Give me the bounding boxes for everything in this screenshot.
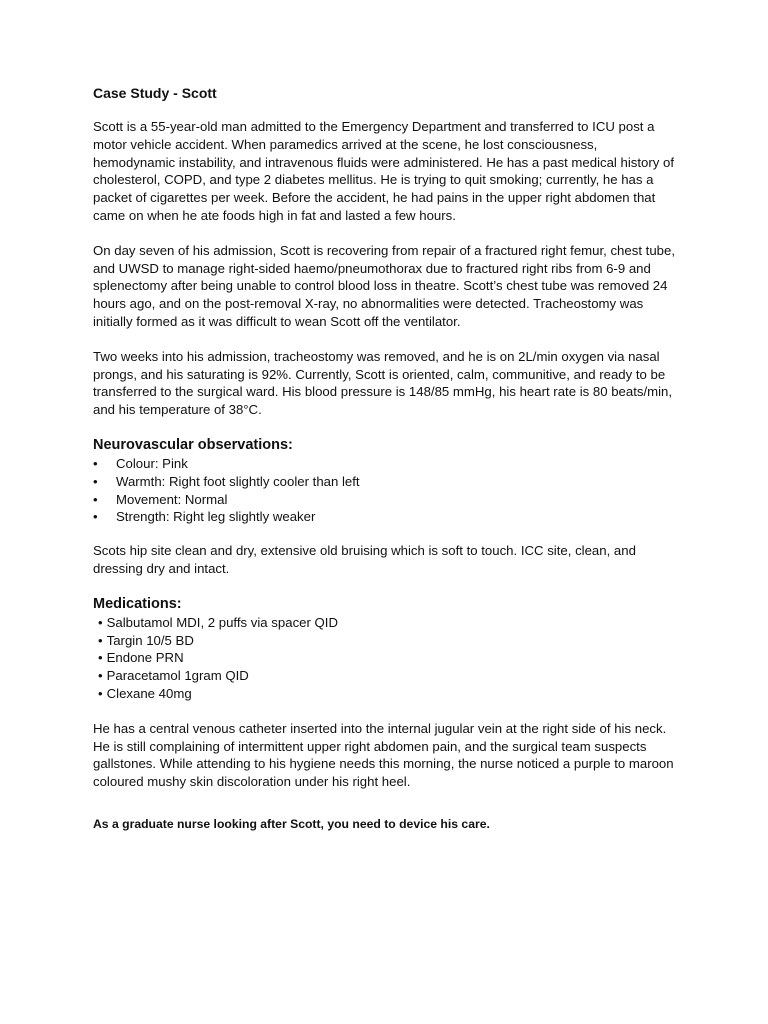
list-item-text: Targin 10/5 BD <box>106 632 194 648</box>
list-item <box>93 632 683 650</box>
list-item-text: Colour: Pink <box>116 455 188 471</box>
medications-list <box>93 614 683 703</box>
list-item <box>93 473 683 491</box>
hip-site-paragraph: Scots hip site clean and dry, extensive old bruising which is soft to touch. ICC site, clean, and dressing dry and intact. <box>93 543 636 576</box>
bullet-icon: • <box>98 614 103 630</box>
bullet-icon: • <box>93 509 98 525</box>
two-weeks-paragraph: Two weeks into his admission, tracheostomy was removed, and he is on 2L/min oxygen via nasal prongs, and his saturating is 92%. Currently, Scott is oriented, calm, communitive, and ready to be transferred to the surgical ward. His blood pressure is 148/85 mmHg, his heart rate is 80 beats/min, and his temperature of 38°C. <box>93 348 673 418</box>
bullet-icon: • <box>98 685 103 701</box>
list-item-text: Movement: Normal <box>116 491 228 507</box>
document-page <box>93 84 683 833</box>
neurovascular-heading: Neurovascular observations: <box>93 436 293 453</box>
bullet-icon: • <box>98 668 103 684</box>
list-item-text: Paracetamol 1gram QID <box>106 668 249 684</box>
list-item-text: Endone PRN <box>106 650 184 666</box>
list-item <box>93 667 683 685</box>
list-item-text: Strength: Right leg slightly weaker <box>116 509 316 525</box>
bullet-icon: • <box>93 455 98 471</box>
list-item-text: Salbutamol MDI, 2 puffs via spacer QID <box>106 614 338 630</box>
list-item <box>93 491 683 509</box>
document-title: Case Study - Scott <box>93 85 217 101</box>
bullet-icon: • <box>98 632 103 648</box>
neurovascular-list <box>93 455 683 526</box>
closing-instruction: As a graduate nurse looking after Scott, you need to device his care. <box>93 816 490 831</box>
list-item <box>93 455 683 473</box>
bullet-icon: • <box>93 473 98 489</box>
cvc-paragraph: He has a central venous catheter inserted into the internal jugular vein at the right side of his neck. He is still complaining of intermittent upper right abdomen pain, and the surgical team suspects gallstones. While attending to his hygiene needs this morning, the nurse noticed a purple to maroon coloured mushy skin discoloration under his right heel. <box>93 720 674 790</box>
intro-paragraph: Scott is a 55-year-old man admitted to the Emergency Department and transferred to ICU post a motor vehicle accident. When paramedics arrived at the scene, he lost consciousness, hemodynamic instability, and intravenous fluids were administered. He has a past medical history of cholesterol, COPD, and type 2 diabetes mellitus. He is trying to quit smoking; currently, he has a packet of cigarettes per week. Before the accident, he had pains in the upper right abdomen that came on when he ate foods high in fat and lasted a few hours. <box>93 119 675 223</box>
list-item <box>93 649 683 667</box>
list-item-text: Warmth: Right foot slightly cooler than left <box>116 473 360 489</box>
bullet-icon: • <box>98 650 103 666</box>
day-seven-paragraph: On day seven of his admission, Scott is recovering from repair of a fractured right femur, chest tube, and UWSD to manage right-sided haemo/pneumothorax due to fractured right ribs from 6-9 and splenectomy after being unable to control blood loss in theatre. Scott’s chest tube was removed 24 hours ago, and on the post-removal X-ray, no abnormalities were detected. Tracheostomy was initially formed as it was difficult to wean Scott off the ventilator. <box>93 242 675 329</box>
list-item <box>93 614 683 632</box>
list-item <box>93 508 683 526</box>
bullet-icon: • <box>93 491 98 507</box>
list-item <box>93 685 683 703</box>
medications-heading: Medications: <box>93 595 182 612</box>
list-item-text: Clexane 40mg <box>106 685 192 701</box>
